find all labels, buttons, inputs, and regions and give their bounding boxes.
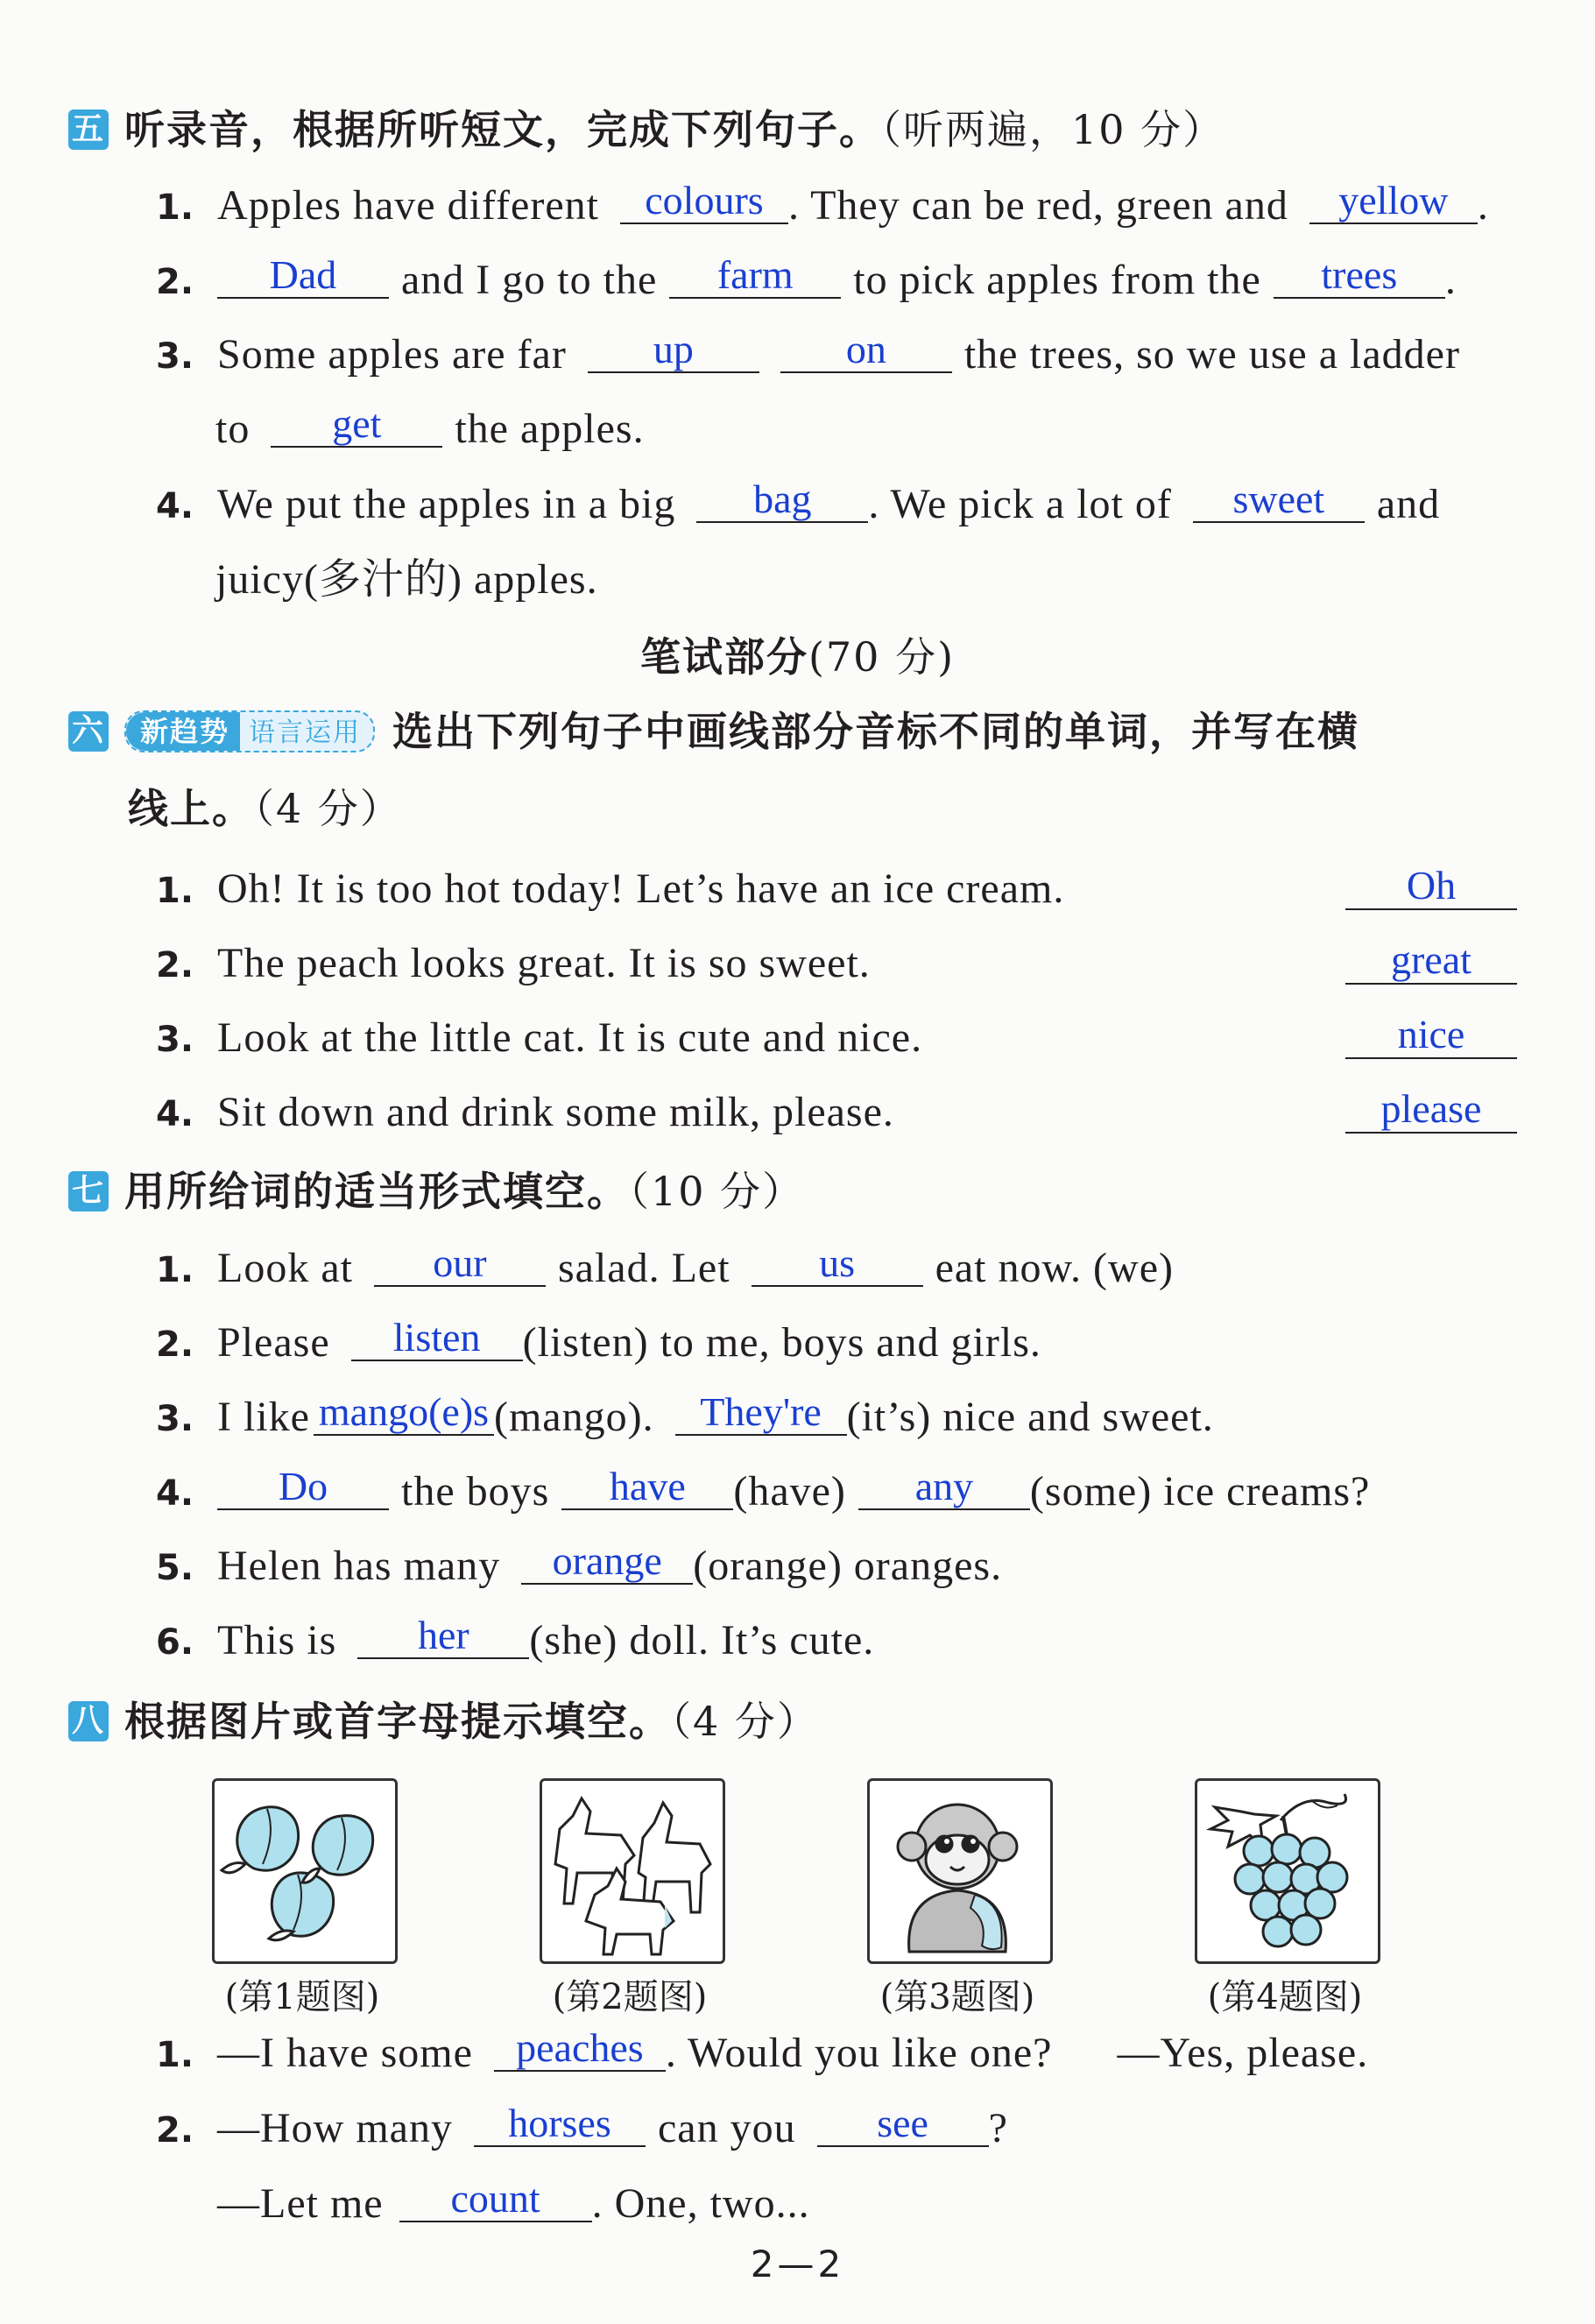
- answer-blank[interactable]: Do: [217, 1465, 389, 1510]
- section-6-heading-cont: 线上。（4 分）: [128, 785, 402, 832]
- answer-blank[interactable]: count: [399, 2177, 592, 2222]
- answer-blank[interactable]: mango(e)s: [314, 1390, 494, 1436]
- section-8-heading: 八 根据图片或首字母提示填空。（4 分）: [68, 1695, 819, 1748]
- s5-question-3-cont: to get the apples.: [215, 401, 645, 452]
- monkey-picture: [867, 1778, 1053, 1964]
- section-badge: 八: [68, 1701, 109, 1741]
- s6-answer-4[interactable]: please: [1345, 1086, 1517, 1134]
- answer-blank[interactable]: sweet: [1193, 477, 1365, 523]
- section-badge: 五: [68, 109, 109, 150]
- answer-blank[interactable]: up: [588, 328, 759, 373]
- s6-answer-1[interactable]: Oh: [1345, 863, 1517, 910]
- horses-picture: [540, 1778, 725, 1964]
- answer-blank[interactable]: trees: [1274, 253, 1445, 299]
- picture-caption-1: (第1题图): [224, 1977, 380, 2017]
- answer-blank[interactable]: her: [357, 1614, 529, 1659]
- answer-blank[interactable]: bag: [696, 477, 868, 523]
- s7-question-3: 3. I like mango(e)s (mango). They're (it’s) nice and sweet.: [156, 1389, 1214, 1440]
- s7-question-4: 4. Do the boys have (have) any (some) ice creams?: [156, 1464, 1371, 1515]
- section-badge: 七: [68, 1171, 109, 1211]
- peach-icon: [215, 1781, 395, 1961]
- s5-question-1: 1. Apples have different colours . They can be red, green and yellow .: [156, 178, 1489, 229]
- s6-item-4: 4. Sit down and drink some milk, please.: [156, 1089, 894, 1135]
- new-trend-tag: 新趋势 语言运用: [124, 710, 375, 752]
- s6-item-2: 2. The peach looks great. It is so sweet.: [156, 940, 871, 986]
- page-number: 2—2: [750, 2243, 845, 2285]
- answer-blank[interactable]: farm: [669, 253, 841, 299]
- peaches-picture: [212, 1778, 398, 1964]
- section-7-heading: 七 用所给词的适当形式填空。（10 分）: [68, 1165, 804, 1218]
- grapes-icon: [1197, 1781, 1378, 1961]
- s6-answer-3[interactable]: nice: [1345, 1012, 1517, 1059]
- s8-question-1: 1. —I have some peaches . Would you like one? —Yes, please.: [156, 2025, 1369, 2076]
- answer-blank[interactable]: see: [817, 2101, 989, 2147]
- picture-caption-3: (第3题图): [879, 1977, 1035, 2017]
- s8-question-2: 2. —How many horses can you see ?: [156, 2101, 1008, 2151]
- answer-blank[interactable]: They're: [675, 1390, 847, 1436]
- s7-question-1: 1. Look at our salad. Let us eat now. (we): [156, 1240, 1174, 1291]
- s5-question-4-cont: juicy(多汁的) apples.: [215, 556, 598, 603]
- s7-question-6: 6. This is her (she) doll. It’s cute.: [156, 1613, 875, 1664]
- picture-caption-4: (第4题图): [1207, 1977, 1363, 2017]
- s5-question-4: 4. We put the apples in a big bag . We pick a lot of sweet and: [156, 477, 1441, 527]
- answer-blank[interactable]: have: [561, 1465, 733, 1510]
- section-5-heading: 五 听录音，根据所听短文，完成下列句子。（听两遍，10 分）: [68, 103, 1224, 156]
- written-part-title: 笔试部分(70 分): [639, 633, 956, 681]
- horse-icon: [542, 1781, 723, 1961]
- answer-blank[interactable]: on: [780, 328, 952, 373]
- picture-caption-2: (第2题图): [552, 1977, 708, 2017]
- grapes-picture: [1195, 1778, 1380, 1964]
- answer-blank[interactable]: listen: [351, 1316, 523, 1361]
- answer-blank[interactable]: orange: [521, 1539, 693, 1585]
- answer-blank[interactable]: get: [271, 402, 442, 448]
- s6-item-3: 3. Look at the little cat. It is cute and nice.: [156, 1014, 923, 1061]
- answer-blank[interactable]: Dad: [217, 253, 389, 299]
- section-6-heading: 六 新趋势 语言运用 选出下列句子中画线部分音标不同的单词，并写在横: [68, 705, 1359, 758]
- monkey-icon: [870, 1781, 1050, 1961]
- s5-question-2: 2. Dad and I go to the farm to pick apples from the trees .: [156, 252, 1457, 303]
- s8-question-2-reply: —Let me count . One, two...: [217, 2176, 810, 2227]
- answer-blank[interactable]: any: [858, 1465, 1030, 1510]
- s5-question-3: 3. Some apples are far up on the trees, so we use a ladder: [156, 327, 1460, 378]
- answer-blank[interactable]: yellow: [1309, 179, 1478, 224]
- answer-blank[interactable]: peaches: [494, 2026, 666, 2072]
- answer-blank[interactable]: our: [374, 1241, 546, 1287]
- section-badge: 六: [68, 711, 109, 752]
- answer-blank[interactable]: us: [752, 1241, 923, 1287]
- s7-question-2: 2. Please listen (listen) to me, boys and girls.: [156, 1315, 1041, 1366]
- s6-item-1: 1. Oh! It is too hot today! Let’s have an ice cream.: [156, 865, 1065, 912]
- answer-blank[interactable]: colours: [620, 179, 788, 224]
- s6-answer-2[interactable]: great: [1345, 937, 1517, 985]
- answer-blank[interactable]: horses: [474, 2101, 646, 2147]
- s7-question-5: 5. Helen has many orange (orange) oranges.: [156, 1538, 1003, 1589]
